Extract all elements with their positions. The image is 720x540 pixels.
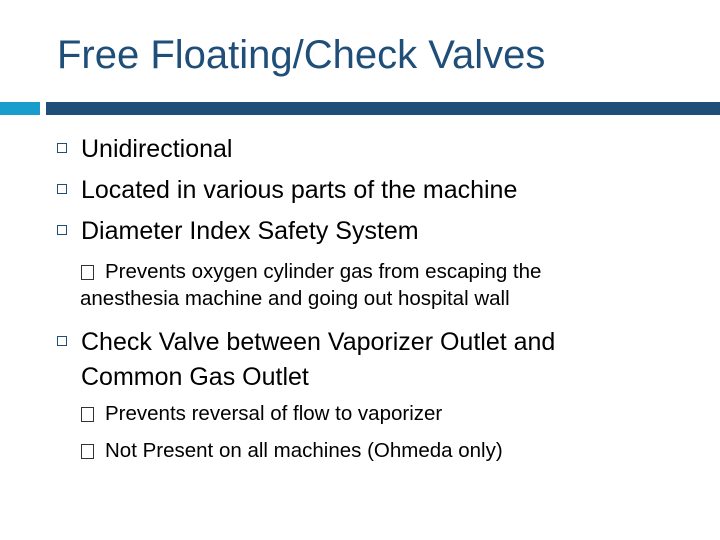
title-accent-bar (0, 102, 40, 115)
sub-bullet-text: Not Present on all machines (Ohmeda only) (105, 439, 503, 462)
title-divider-bar (46, 102, 720, 115)
bullet-text: Located in various parts of the machine (81, 176, 518, 204)
hollow-square-icon (57, 336, 67, 346)
hollow-square-icon (57, 143, 67, 153)
hollow-square-icon (57, 225, 67, 235)
bullet-text-continued: Common Gas Outlet (81, 363, 309, 391)
sub-bullet-text-continued: anesthesia machine and going out hospital wall (80, 287, 510, 310)
box-glyph-icon (81, 407, 94, 422)
bullet-text: Check Valve between Vaporizer Outlet and (81, 328, 556, 356)
bar-gap (40, 96, 46, 121)
box-glyph-icon (81, 265, 94, 280)
bullet-text: Unidirectional (81, 135, 233, 163)
sub-bullet-text: Prevents oxygen cylinder gas from escaping the (105, 260, 542, 283)
sub-bullet-text: Prevents reversal of flow to vaporizer (105, 402, 443, 425)
slide-title: Free Floating/Check Valves (57, 33, 546, 77)
hollow-square-icon (57, 184, 67, 194)
bullet-text: Diameter Index Safety System (81, 217, 419, 245)
box-glyph-icon (81, 444, 94, 459)
